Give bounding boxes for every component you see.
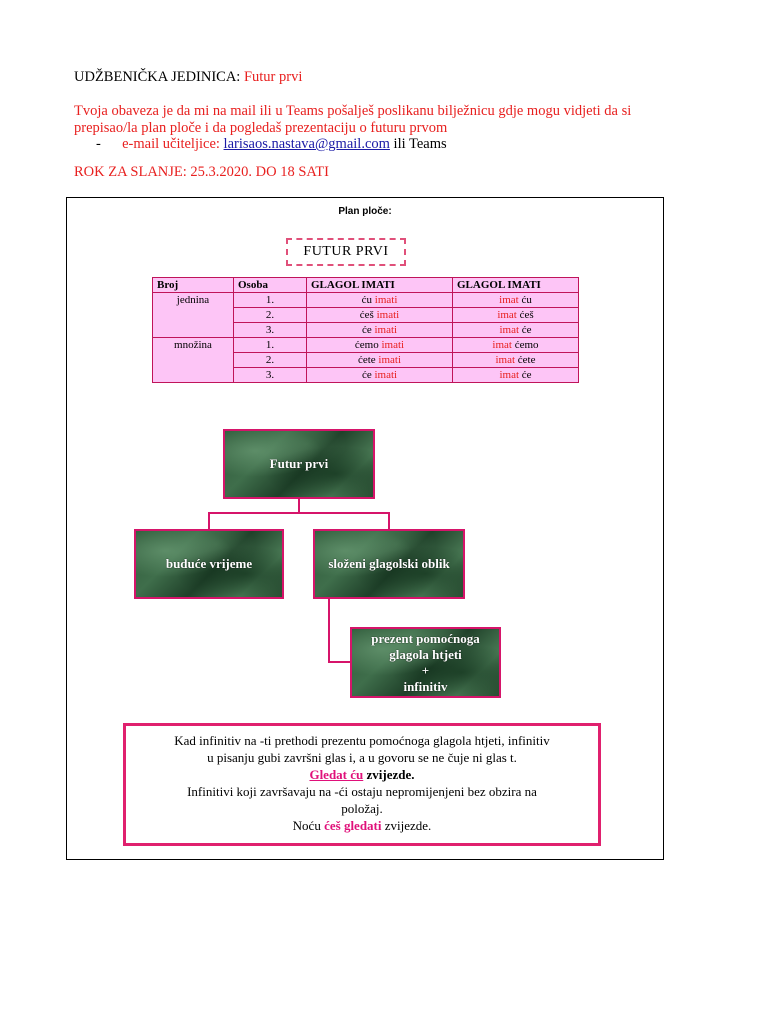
node-text-line: glagola htjeti xyxy=(389,646,462,662)
connector-sub-right xyxy=(328,661,351,663)
conjugation-table xyxy=(152,277,579,383)
rule-line: položaj. xyxy=(341,801,383,816)
connector-horizontal xyxy=(208,512,390,514)
node-text-line: infinitiv xyxy=(403,678,448,694)
email-line xyxy=(96,136,447,153)
table-row xyxy=(153,353,579,368)
header-broj: Broj xyxy=(153,278,234,293)
table-row xyxy=(153,308,579,323)
rule-line: u pisanju gubi završni glas i, a u govoru se ne čuje ni glas t. xyxy=(207,750,517,765)
osoba-cell: 3. xyxy=(234,323,307,338)
inf-first-cell: imat će xyxy=(453,323,579,338)
inf-first-cell: imat ćeš xyxy=(453,308,579,323)
table-row xyxy=(153,368,579,383)
header-glagol-imati-2: GLAGOL IMATI xyxy=(453,278,579,293)
plan-title: Plan ploče: xyxy=(338,206,392,217)
group-label: množina xyxy=(153,338,234,353)
table-row xyxy=(153,293,579,308)
unit-heading xyxy=(74,69,302,86)
rule-line: Infinitivi koji završavaju na -ći ostaju nepromijenjeni bez obzira na xyxy=(187,784,537,799)
group-label: jednina xyxy=(153,293,234,308)
email-link[interactable]: larisaos.nastava@gmail.com xyxy=(223,136,390,152)
aux-first-cell: ću imati xyxy=(307,293,453,308)
rule-example-1: Gledat ću zvijezde. xyxy=(309,767,415,782)
header-glagol-imati-1: GLAGOL IMATI xyxy=(307,278,453,293)
aux-first-cell: će imati xyxy=(307,323,453,338)
rule-line: Kad infinitiv na -ti prethodi prezentu pomoćnoga glagola htjeti, infinitiv xyxy=(174,733,550,748)
instruction-line-1: Tvoja obaveza je da mi na mail ili u Teams pošalješ poslikanu bilježnicu gdje mogu vidjeti da si xyxy=(74,103,632,119)
aux-first-cell: ćemo imati xyxy=(307,338,453,353)
aux-first-cell: će imati xyxy=(307,368,453,383)
inf-first-cell: imat će xyxy=(453,368,579,383)
rule-example-2: Noću ćeš gledati zvijezde. xyxy=(292,818,432,833)
aux-first-cell: ćete imati xyxy=(307,353,453,368)
connector-right-down xyxy=(388,512,390,530)
diagram-node-buduce-vrijeme: buduće vrijeme xyxy=(134,529,284,599)
connector-sub-down xyxy=(328,599,330,663)
inf-first-cell: imat ćemo xyxy=(453,338,579,353)
deadline: ROK ZA SLANJE: 25.3.2020. DO 18 SATI xyxy=(74,164,329,180)
email-suffix: ili Teams xyxy=(393,136,447,152)
table-row xyxy=(153,338,579,353)
node-text-line: prezent pomoćnoga xyxy=(371,630,480,646)
osoba-cell: 1. xyxy=(234,338,307,353)
osoba-cell: 1. xyxy=(234,293,307,308)
table-row xyxy=(153,323,579,338)
header-osoba: Osoba xyxy=(234,278,307,293)
futur-prvi-box: FUTUR PRVI xyxy=(286,238,406,266)
diagram-node-slozeni-oblik: složeni glagolski oblik xyxy=(313,529,465,599)
table-header-row xyxy=(153,278,579,293)
unit-label: UDŽBENIČKA JEDINICA: xyxy=(74,69,241,85)
inf-first-cell: imat ću xyxy=(453,293,579,308)
osoba-cell: 2. xyxy=(234,353,307,368)
rule-box xyxy=(123,723,601,846)
connector-root-down xyxy=(298,499,300,513)
diagram-node-futur-prvi: Futur prvi xyxy=(223,429,375,499)
inf-first-cell: imat ćete xyxy=(453,353,579,368)
diagram-node-prezent-infinitiv xyxy=(350,627,501,698)
osoba-cell: 3. xyxy=(234,368,307,383)
connector-left-down xyxy=(208,512,210,530)
email-label: e-mail učiteljice: xyxy=(122,136,220,152)
aux-first-cell: ćeš imati xyxy=(307,308,453,323)
osoba-cell: 2. xyxy=(234,308,307,323)
bullet-dash: - xyxy=(96,136,101,152)
node-text-plus: + xyxy=(421,662,430,678)
unit-title: Futur prvi xyxy=(243,69,303,85)
instruction-line-2: prepisao/la plan ploče i da pogledaš prezentaciju o futuru prvom xyxy=(74,120,448,136)
